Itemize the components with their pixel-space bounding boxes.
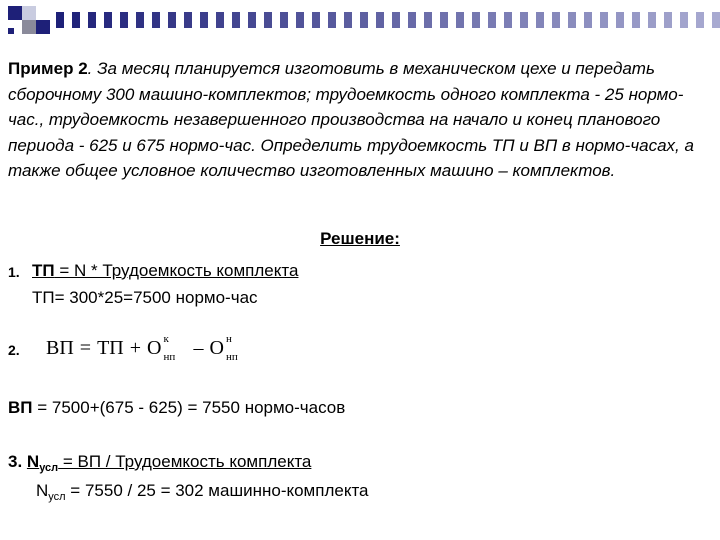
header-strip-cell (616, 12, 624, 28)
problem-text: . За месяц планируется изготовить в механическом цехе и передать сборочному 300 машино-комплектов; трудоемкость одного комплекта - 25 нормо-час., трудоемкость незавершенного производства на начало и конец планового периода - 625 и 675 нормо-час. Определить трудоемкость ТП и ВП в нормо-часах, а также общее условное количество изготовленных машино – комплектов. (8, 59, 694, 180)
header-strip-cell (128, 12, 136, 28)
header-strip-cell (376, 12, 384, 28)
header-strip-cell (424, 12, 432, 28)
header-strip-cell (320, 12, 328, 28)
header-strip-cell (408, 12, 416, 28)
header-strip-cell (528, 12, 536, 28)
header-strip-cell (160, 12, 168, 28)
header-strip-cell (296, 12, 304, 28)
header-strip-cell (552, 12, 560, 28)
header-strip-cell (192, 12, 200, 28)
step-3-calc (36, 481, 369, 503)
header-strip-cell (600, 12, 608, 28)
header-strip-cell (696, 12, 704, 28)
header-strip-cell (56, 12, 64, 28)
formula-vp: ВП (46, 337, 74, 359)
header-strip-cell (280, 12, 288, 28)
header-strip-cell (208, 12, 216, 28)
header-square-dark-2 (36, 20, 50, 34)
header-strip-cell (136, 12, 144, 28)
header-strip-cell (488, 12, 496, 28)
header-strip-cell (576, 12, 584, 28)
header-strip-cell (472, 12, 480, 28)
step-2-calc (8, 398, 345, 418)
header-strip-cell (288, 12, 296, 28)
header-strip-cell (232, 12, 240, 28)
header-strip-cell (256, 12, 264, 28)
step-2-calc-text: = 7500+(675 - 625) = 7550 нормо-часов (32, 398, 346, 417)
header-strip-cell (648, 12, 656, 28)
problem-statement (8, 56, 708, 184)
header-square-dark (8, 6, 22, 20)
step-1-number: 1. (8, 264, 20, 280)
step-1-formula (32, 261, 298, 281)
formula-o1: О (147, 337, 162, 359)
header-strip-cell (112, 12, 120, 28)
header-strip-cell (200, 12, 208, 28)
header-strip-cell (104, 12, 112, 28)
header-strip-cell (176, 12, 184, 28)
header-strip-cell (512, 12, 520, 28)
formula-o1-sub: нп (163, 351, 176, 364)
header-strip-cell (656, 12, 664, 28)
step-2-formula (46, 333, 250, 364)
slide-header-decoration (0, 0, 720, 44)
header-strip-cell (560, 12, 568, 28)
header-strip-cell (672, 12, 680, 28)
header-strip-cell (496, 12, 504, 28)
header-square-light (22, 6, 36, 20)
header-square-white (8, 28, 14, 34)
header-square-gray (22, 20, 36, 34)
header-strip-cell (336, 12, 344, 28)
header-strip-cell (360, 12, 368, 28)
header-strip-cell (352, 12, 360, 28)
header-strip-cell (448, 12, 456, 28)
header-strip-cell (88, 12, 96, 28)
header-strip-cell (168, 12, 176, 28)
header-strip-cell (608, 12, 616, 28)
header-strip-cell (544, 12, 552, 28)
header-strip-cell (392, 12, 400, 28)
step-3-n: N (26, 452, 40, 471)
header-strip-cell (456, 12, 464, 28)
step-3-calc-n: N (36, 481, 49, 500)
header-strip-cell (520, 12, 528, 28)
header-strip-cell (344, 12, 352, 28)
header-strip-cell (584, 12, 592, 28)
header-strip-cell (64, 12, 72, 28)
header-strip-cell (304, 12, 312, 28)
step-2-number: 2. (8, 342, 20, 358)
header-strip-cell (568, 12, 576, 28)
header-strip-cell (184, 12, 192, 28)
solution-title: Решение: (320, 229, 400, 248)
step-3-formula-text: = ВП / Трудоемкость комплекта (58, 452, 312, 471)
header-strip-cell (96, 12, 104, 28)
header-strip-cell (536, 12, 544, 28)
header-strip-cell (368, 12, 376, 28)
formula-o2-sub: нп (225, 351, 238, 364)
header-strip-cell (264, 12, 272, 28)
header-strip-cell (416, 12, 424, 28)
header-strip-cell (248, 12, 256, 28)
step-2-vp-label: ВП (8, 398, 33, 417)
header-strip-cell (504, 12, 512, 28)
formula-minus: – (193, 337, 204, 359)
formula-o2: О (209, 337, 224, 359)
header-strip-cell (144, 12, 152, 28)
header-strip-cell (680, 12, 688, 28)
header-strip-cell (640, 12, 648, 28)
formula-eq: = (79, 337, 92, 359)
header-strip-cell (704, 12, 712, 28)
header-strip-cell (464, 12, 472, 28)
formula-o1-indices (161, 333, 187, 364)
header-strip-cell (312, 12, 320, 28)
header-strip-cell (632, 12, 640, 28)
header-strip-cell (688, 12, 696, 28)
header-strip-cell (328, 12, 336, 28)
step-3-n-sub: усл (39, 462, 59, 474)
header-strip-cell (664, 12, 672, 28)
header-strip-cell (624, 12, 632, 28)
step-3-n-label (26, 452, 59, 474)
header-strip-cell (440, 12, 448, 28)
header-strip-cell (72, 12, 80, 28)
header-strip-cell (120, 12, 128, 28)
step-3-calc-sub: усл (48, 491, 66, 503)
problem-label: Пример 2 (8, 59, 88, 78)
header-strip-cell (480, 12, 488, 28)
header-strip-cell (152, 12, 160, 28)
formula-o2-sup: н (225, 333, 232, 346)
header-strip-cell (80, 12, 88, 28)
step-1-formula-text: = N * Трудоемкость комплекта (54, 261, 299, 280)
header-strip-cell (240, 12, 248, 28)
header-strip-cell (272, 12, 280, 28)
header-strip-cell (400, 12, 408, 28)
step-1-tp-label: ТП (32, 261, 55, 280)
formula-plus: + (129, 337, 142, 359)
step-3-formula (8, 452, 311, 474)
header-strip-cell (592, 12, 600, 28)
step-1-calc: ТП= 300*25=7500 нормо-час (32, 288, 258, 307)
header-strip-cell (224, 12, 232, 28)
formula-o2-indices (224, 333, 250, 364)
formula-o1-sup: к (163, 333, 169, 346)
step-3-calc-text: = 7550 / 25 = 302 машинно-комплекта (65, 481, 369, 500)
header-strip-cell (432, 12, 440, 28)
header-gradient-strip (56, 12, 720, 28)
header-strip-cell (216, 12, 224, 28)
header-strip-cell (712, 12, 720, 28)
step-3-number: 3. (8, 452, 23, 471)
formula-tp: ТП (97, 337, 124, 359)
header-strip-cell (384, 12, 392, 28)
